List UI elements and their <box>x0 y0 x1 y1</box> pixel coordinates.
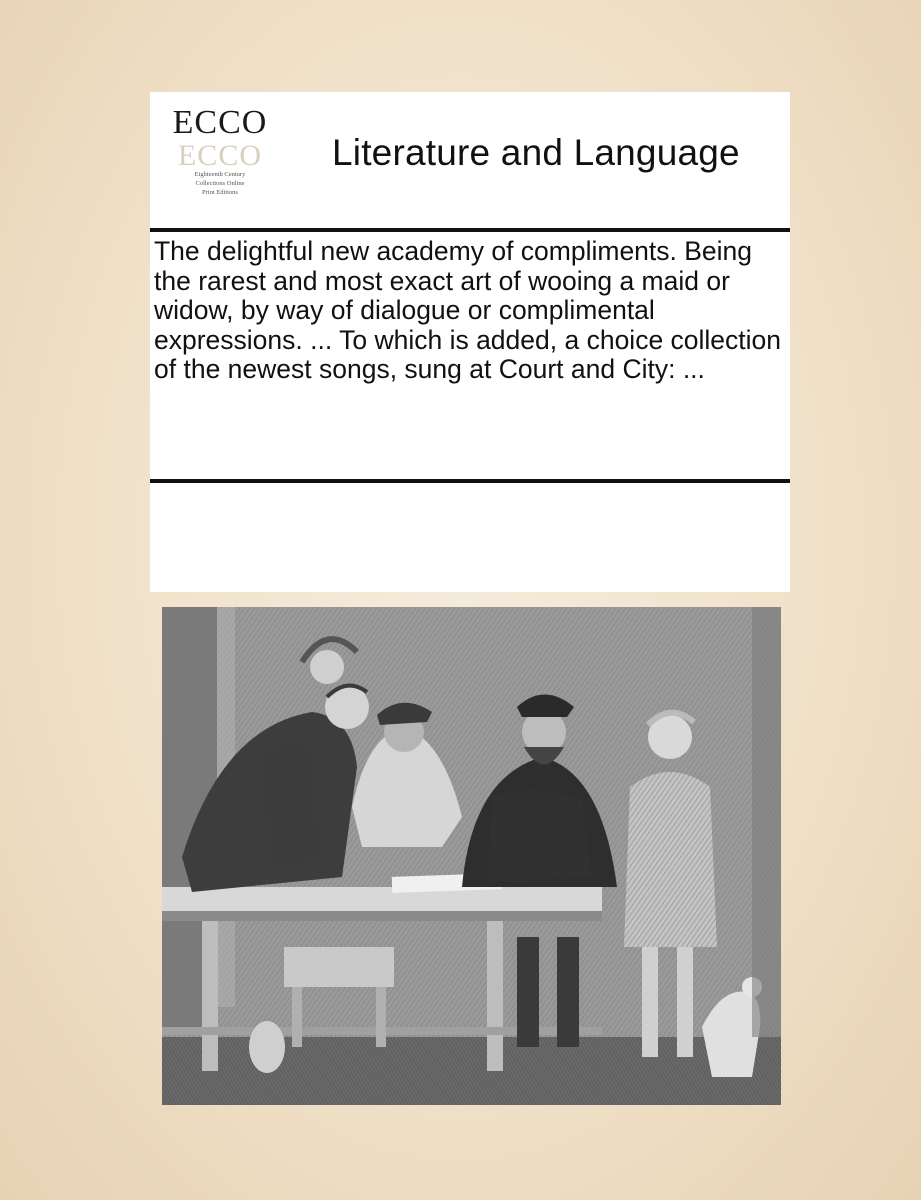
engraving-illustration <box>162 607 781 1105</box>
logo-subtitle-1: Eighteenth Century <box>194 171 246 178</box>
logo-ghost-letters: ECCO <box>177 139 262 172</box>
bottom-rule <box>150 479 790 483</box>
logo-subtitle-2: Collections Online <box>195 180 245 187</box>
top-rule <box>150 228 790 232</box>
cover-panel <box>150 92 790 592</box>
logo-subtitle-3: Print Editions <box>202 189 238 196</box>
logo-letters: ECCO <box>172 104 268 141</box>
ecco-logo <box>170 104 270 216</box>
book-title: The delightful new academy of compliments. Being the rarest and most exact art of wooing a maid or widow, by way of dialogue or complimental expressions. ... To which is added, a choice collection of the newest songs, sung at Court and City: ... <box>154 236 782 384</box>
series-title: Literature and Language <box>332 132 740 173</box>
